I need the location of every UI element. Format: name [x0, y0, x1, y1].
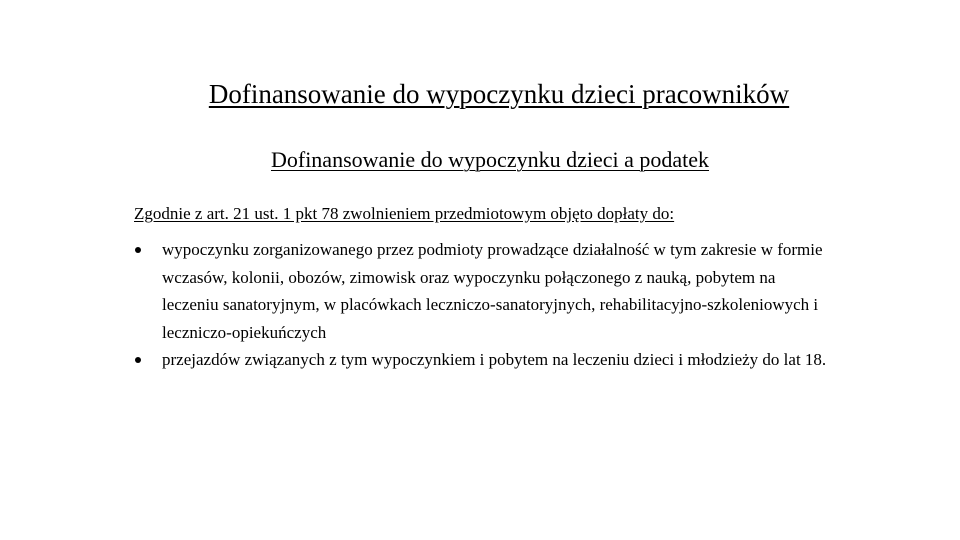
slide-subtitle: Dofinansowanie do wypoczynku dzieci a podatek [270, 147, 710, 172]
bullet-text: wypoczynku zorganizowanego przez podmioty prowadzące działalność w tym zakresie w formie wczasów, kolonii, obozów, zimowisk oraz wypoczynku połączonego z nauką, pobytem na leczeniu sanatoryjnym, w placówkach leczniczo-sanatoryjnych, rehabilitacyjno-szkoleniowych i leczniczo-opiekuńczych [162, 240, 823, 342]
bullet-dot-icon [135, 247, 141, 253]
lead-paragraph: Zgodnie z art. 21 ust. 1 pkt 78 zwolnieniem przedmiotowym objęto dopłaty do: [134, 204, 675, 223]
bullet-list [134, 236, 834, 374]
bullet-text: przejazdów związanych z tym wypoczynkiem i pobytem na leczeniu dzieci i młodzieży do lat 18. [162, 350, 827, 369]
slide-title: Dofinansowanie do wypoczynku dzieci pracowników [208, 79, 790, 109]
bullet-item [134, 236, 834, 346]
bullet-item [134, 346, 834, 374]
bullet-dot-icon [135, 357, 141, 363]
